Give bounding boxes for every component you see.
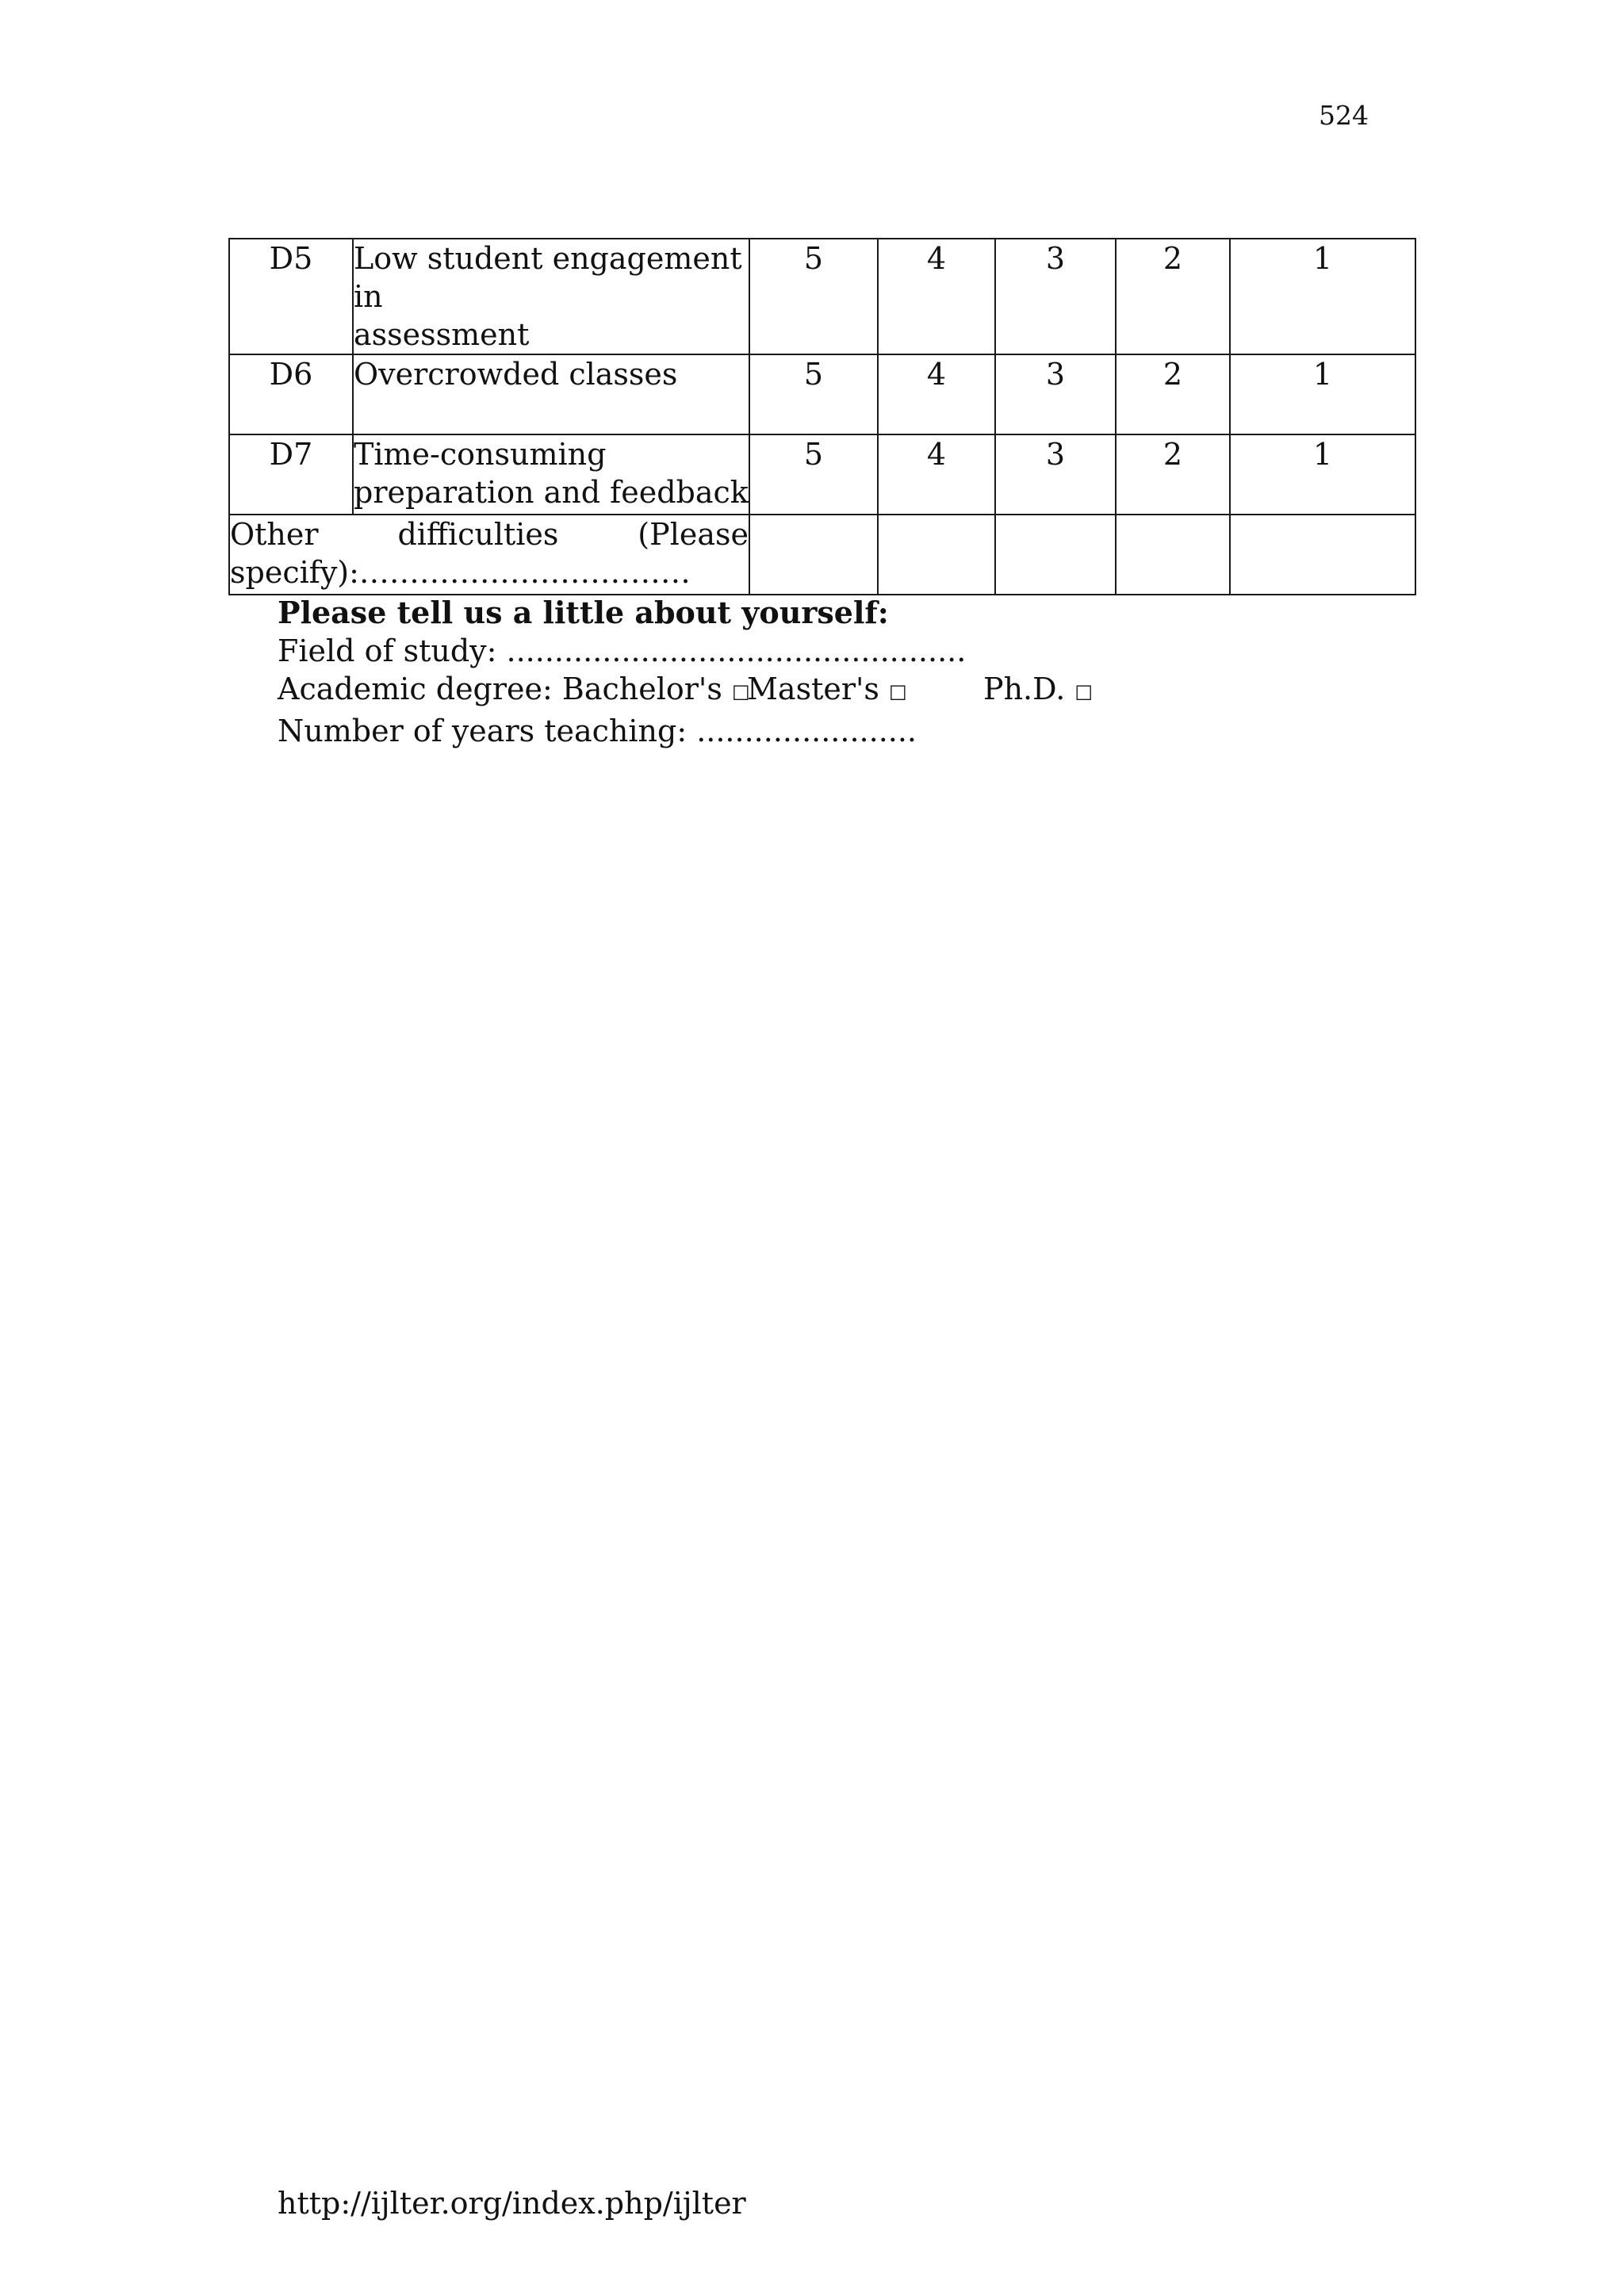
item-description (353, 239, 749, 354)
academic-degree-row (278, 670, 1093, 712)
rating-4: 4 (878, 354, 995, 434)
degree-label: Academic degree: Bachelor's (278, 672, 722, 706)
rating-3: 3 (995, 354, 1116, 434)
checkbox-icon: □ (731, 680, 750, 702)
table-row-other (229, 515, 1415, 595)
other-word: (Please (638, 517, 749, 552)
years-teaching: Number of years teaching: ....................... (278, 714, 917, 748)
item-code: D7 (229, 434, 353, 515)
checkbox-icon: □ (889, 680, 907, 702)
item-description (353, 434, 749, 515)
rating-1: 1 (1230, 354, 1415, 434)
rating-5: 5 (749, 354, 878, 434)
rating-2: 2 (1116, 434, 1230, 515)
rating-3: 3 (995, 434, 1116, 515)
table-row (229, 239, 1415, 354)
rating-4: 4 (878, 239, 995, 354)
other-word: Other (230, 517, 319, 552)
table-row (229, 434, 1415, 515)
other-word: difficulties (397, 517, 559, 552)
section-heading: Please tell us a little about yourself: (278, 595, 889, 630)
description-line: Time-consuming (354, 437, 607, 472)
checkbox-icon: □ (1074, 680, 1094, 702)
other-difficulties-cell (229, 515, 749, 595)
rating-2: 2 (1116, 239, 1230, 354)
description-line: Overcrowded classes (354, 357, 678, 392)
empty-cell (749, 515, 878, 595)
item-code: D6 (229, 354, 353, 434)
rating-3: 3 (995, 239, 1116, 354)
item-description (353, 354, 749, 434)
description-line: Low student engagement in (354, 241, 742, 314)
rating-5: 5 (749, 434, 878, 515)
empty-cell (1116, 515, 1230, 595)
field-of-study: Field of study: ................................................ (278, 633, 967, 668)
rating-2: 2 (1116, 354, 1230, 434)
empty-cell (878, 515, 995, 595)
rating-1: 1 (1230, 434, 1415, 515)
degree-phd (983, 670, 1093, 712)
page-number: 524 (1319, 100, 1369, 131)
empty-cell (1230, 515, 1415, 595)
rating-4: 4 (878, 434, 995, 515)
degree-masters (747, 670, 983, 712)
about-yourself-section (278, 594, 1093, 750)
rating-5: 5 (749, 239, 878, 354)
other-difficulties-prompt (230, 515, 749, 553)
degree-bachelors (278, 670, 750, 712)
table-row (229, 354, 1415, 434)
description-line: assessment (354, 317, 530, 352)
footer-url: http://ijlter.org/index.php/ijlter (278, 2186, 746, 2221)
degree-masters-label: Master's (747, 672, 879, 706)
degree-phd-label: Ph.D. (983, 672, 1066, 706)
difficulties-table (228, 238, 1416, 595)
rating-1: 1 (1230, 239, 1415, 354)
description-line: preparation and feedback (354, 475, 749, 510)
other-specify-line: specify):…………………………… (230, 555, 691, 590)
empty-cell (995, 515, 1116, 595)
item-code: D5 (229, 239, 353, 354)
